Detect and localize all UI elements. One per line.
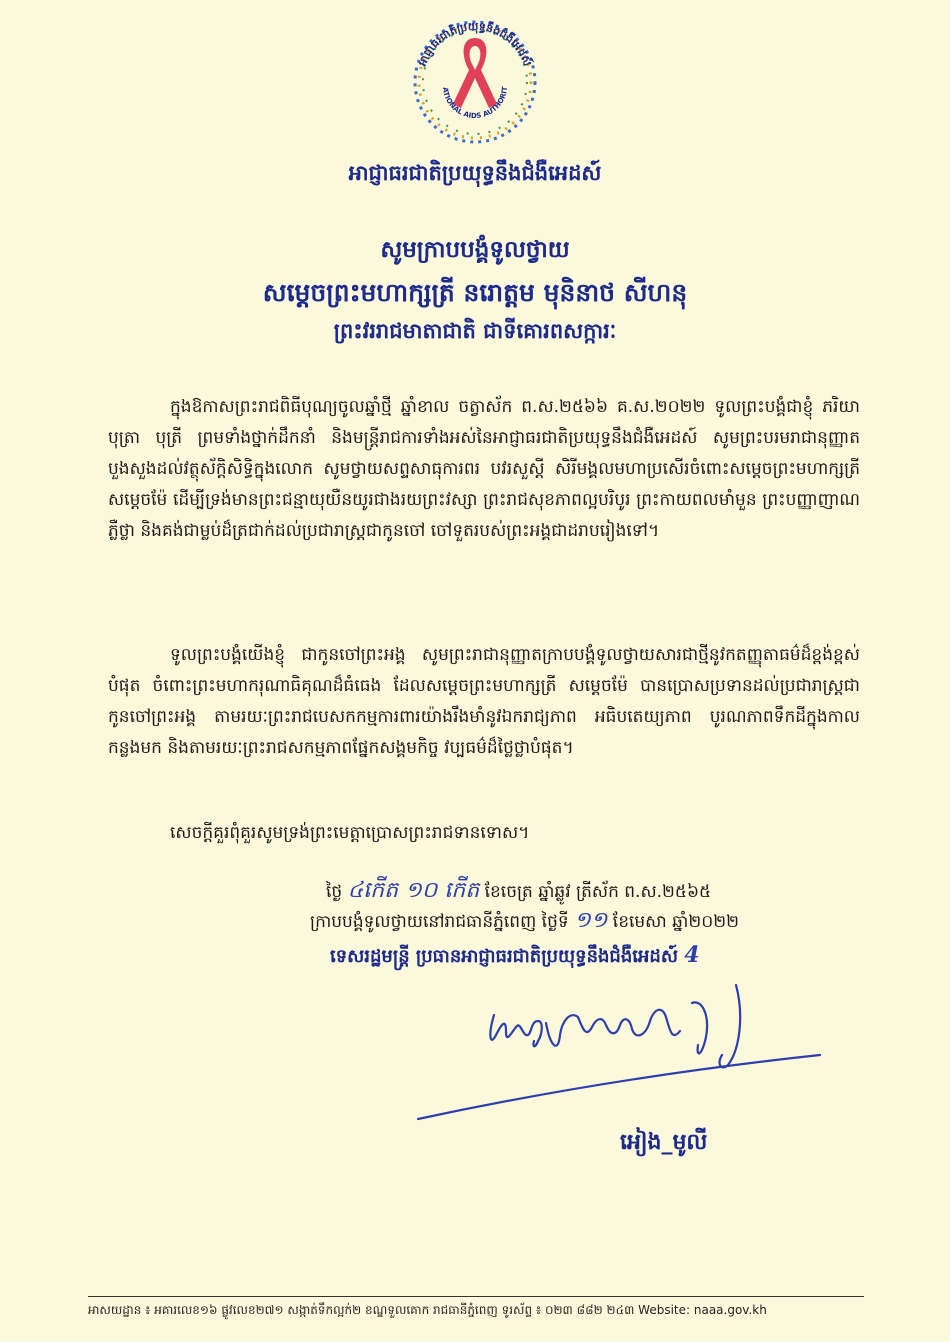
salutation-line-2: សម្តេចព្រះមហាក្សត្រី នរោត្តម មុនិនាថ សីហនុ bbox=[262, 278, 688, 307]
signer-title-mark: 4 bbox=[684, 942, 700, 968]
solar-date-line bbox=[310, 906, 739, 938]
logo-arc-text: អាជ្ញាធរជាតិប្រយុទ្ធនឹងជំងឺអេដស៍ bbox=[415, 19, 535, 68]
solar-date-prefix: ក្រាបបង្គំទូលថ្វាយនៅរាជធានីភ្នំពេញ ថ្ងៃទី bbox=[310, 912, 569, 932]
body-paragraph-1: ក្នុងឱកាសព្រះរាជពិធីបុណ្យចូលឆ្នាំថ្មី ឆ្នាំខាល ចត្វាស័ក ព.ស.២៥៦៦ គ.ស.២០២២ ទូលព្រះបង្គំជាខ្ញុំ ភរិយា បុត្រា បុត្រី ព្រមទាំងថ្នាក់ដឹកនាំ និងមន្រ្តីរាជការទាំងអស់នៃអាជ្ញាធរជាតិប្រយុទ្ធនឹងជំងឺអេដស៍ សូមព្រះបរមរាជានុញ្ញាតបួងសួងដល់វត្ថុស័ក្តិសិទ្ធិក្នុងលោក សូមថ្វាយសព្ទសាធុការពរ បវរសួស្តី សិរីមង្គលមហាប្រសើរចំពោះសម្តេចព្រះមហាក្សត្រី សម្តេចម៉ែ ដើម្បីទ្រង់មានព្រះជន្មាយុយឺនយូរជាងរយព្រះវស្សា ព្រះរាជសុខភាពល្អបរិបូរ ព្រះកាយពលមាំមួន ព្រះបញ្ញាញាណភ្លឺថ្លា និងគង់ជាម្លប់ដ៏ត្រជាក់ដល់ប្រជារាស្រ្តជាកូនចៅ ចៅទួតរបស់ព្រះអង្គជាដរាបរៀងទៅ។ bbox=[108, 397, 860, 541]
lunar-day-handwritten: ៤កើត ១០ កើត bbox=[347, 878, 480, 903]
body-paragraph-3: សេចក្តីគួរពុំគួរសូមទ្រង់ព្រះមេត្តាប្រោសព្រះរាជទានទោស។ bbox=[170, 823, 530, 843]
footer-divider bbox=[88, 1296, 864, 1297]
lunar-date-line bbox=[326, 876, 711, 908]
signature bbox=[410, 975, 830, 1135]
organization-name: អាជ្ញាធរជាតិប្រយុទ្ធនឹងជំងឺអេដស៍ bbox=[348, 161, 602, 185]
national-aids-authority-logo bbox=[405, 12, 545, 152]
lunar-date-rest: ខែចេត្រ ឆ្នាំឆ្លូវ ត្រីស័ក ព.ស.២៥៦៥ bbox=[484, 882, 712, 902]
logo-graphic bbox=[405, 12, 545, 152]
footer bbox=[88, 1302, 888, 1320]
solar-day-handwritten: ១១ bbox=[574, 908, 608, 933]
signer-name: អៀង_មូលី bbox=[620, 1130, 708, 1155]
signature-icon bbox=[410, 975, 830, 1135]
signer-title-text: ទេសរដ្ឋមន្រ្តី ប្រធានអាជ្ញាធរជាតិប្រយុទ្ធនឹងជំងឺអេដស៍ bbox=[330, 946, 678, 967]
body-paragraph-2: ទូលព្រះបង្គំយើងខ្ញុំ ជាកូនចៅព្រះអង្គ សូមព្រះរាជានុញ្ញាតក្រាបបង្គំទូលថ្វាយសារជាថ្មីនូវកតញ្ញុតាធម៌ដ៏ខ្ពង់ខ្ពស់បំផុត ចំពោះព្រះមហាករុណាធិគុណដ៏ធំធេង ដែលសម្តេចព្រះមហាក្សត្រី សម្តេចម៉ែ បានប្រោសប្រទានដល់ប្រជារាស្រ្តជាកូនចៅព្រះអង្គ តាមរយៈព្រះរាជបេសកកម្មការពារយ៉ាងរឹងមាំនូវឯករាជ្យភាព អធិបតេយ្យភាព បូរណភាពទឹកដីក្នុងកាលកន្លងមក និងតាមរយៈព្រះរាជសកម្មភាពផ្នែកសង្គមកិច្ច វប្បធម៌ដ៏ថ្លៃថ្លាបំផុត។ bbox=[108, 645, 860, 758]
lunar-date-prefix: ថ្ងៃ bbox=[326, 882, 343, 902]
salutation-line-3: ព្រះវររាជមាតាជាតិ ជាទីគោរពសក្ការៈ bbox=[333, 319, 617, 343]
red-ribbon-icon bbox=[453, 38, 497, 108]
salutation-line-1: សូមក្រាបបង្គំទូលថ្វាយ bbox=[380, 237, 570, 263]
solar-date-rest: ខែមេសា ឆ្នាំ២០២២ bbox=[612, 912, 739, 932]
footer-website: Website: naaa.gov.kh bbox=[638, 1303, 767, 1317]
footer-address: អាសយដ្ឋាន ៖ អគារលេខ១៦ ផ្លូវលេខ២៧១ សង្កាត់ទឹកល្អក់២ ខណ្ឌទួលគោក រាជធានីភ្នំពេញ ទូរស័ព្ទ ៖ ០២៣ ៨៨២ ២៤៣ bbox=[88, 1303, 635, 1317]
signer-title bbox=[330, 942, 700, 971]
logo-english-text: ATIONAL AIDS AUTHORIT bbox=[440, 86, 510, 121]
